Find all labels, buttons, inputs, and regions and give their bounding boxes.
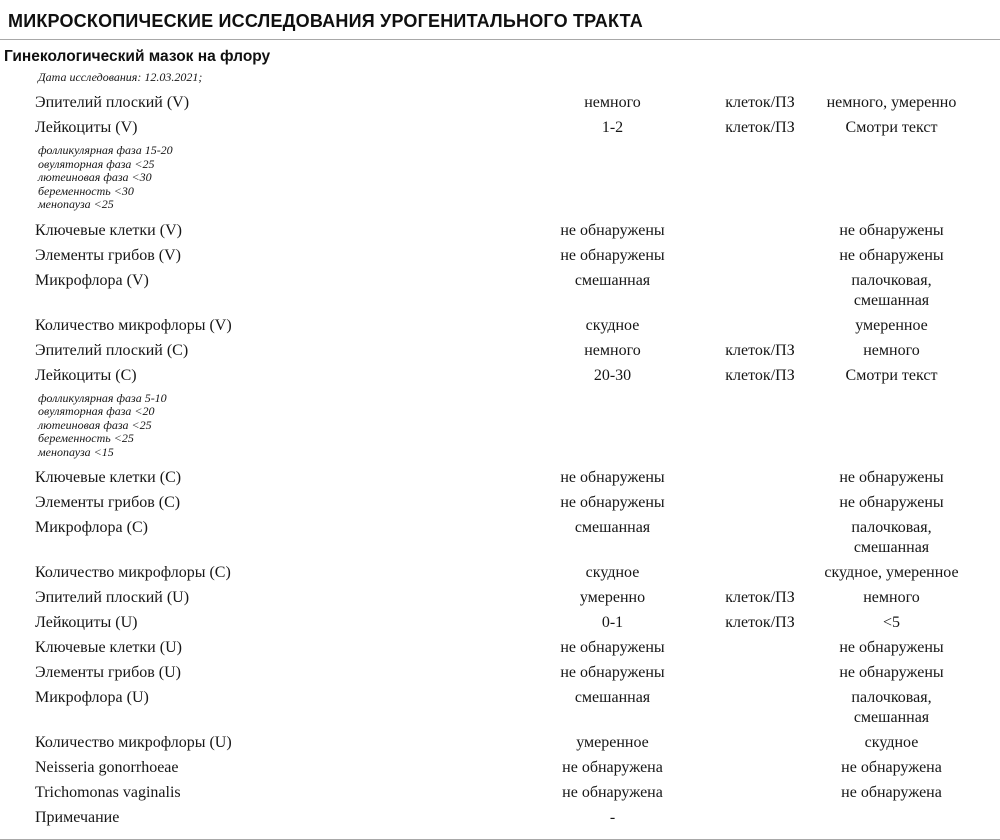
row-reference: не обнаружена — [841, 784, 942, 801]
row-result-value: не обнаружены — [560, 469, 665, 486]
row-reference: скудное, умеренное — [824, 564, 959, 581]
row-units — [725, 271, 795, 311]
row-parameter-name: Количество микрофлоры (V) — [35, 316, 232, 334]
row-result-value: умеренно — [579, 589, 646, 606]
row-reference: немного — [863, 589, 920, 606]
row-units — [725, 688, 795, 728]
row-reference — [795, 808, 1000, 828]
row-parameter-name: Ключевые клетки (V) — [35, 221, 182, 239]
table-row — [0, 686, 1000, 731]
phase-note-line: овуляторная фаза <25 — [38, 156, 155, 171]
row-result-value: не обнаружены — [560, 664, 665, 681]
row-reference: умеренное — [855, 316, 928, 334]
row-parameter-name: Примечание — [35, 809, 120, 826]
table-row — [0, 269, 1000, 314]
row-units: клеток/ПЗ — [725, 94, 795, 111]
phase-note-line: лютеиновая фаза <25 — [38, 417, 152, 432]
table-row — [0, 219, 1000, 244]
table-row — [0, 491, 1000, 516]
row-units — [725, 563, 795, 583]
row-reference: палочковая, смешанная — [851, 519, 932, 556]
row-units — [725, 221, 795, 241]
reference-phase-notes — [0, 141, 1000, 219]
table-row — [0, 561, 1000, 586]
table-row — [0, 731, 1000, 756]
table-row — [0, 364, 1000, 389]
row-parameter-name: Количество микрофлоры (C) — [35, 564, 231, 581]
row-units — [725, 758, 795, 778]
row-reference: Смотри текст — [845, 119, 938, 136]
row-result-value: не обнаружена — [562, 759, 663, 776]
row-parameter-name: Ключевые клетки (U) — [35, 639, 182, 656]
row-parameter-name: Лейкоциты (U) — [35, 614, 138, 631]
row-units: клеток/ПЗ — [725, 614, 795, 631]
table-row — [0, 586, 1000, 611]
row-units — [725, 468, 795, 488]
row-reference: немного — [863, 341, 920, 359]
row-units — [725, 663, 795, 683]
row-units: клеток/ПЗ — [725, 366, 795, 384]
row-units — [725, 783, 795, 803]
row-result-value: не обнаружены — [560, 221, 665, 239]
table-row — [0, 466, 1000, 491]
phase-note-line: менопауза <15 — [38, 444, 114, 459]
row-reference: не обнаружены — [839, 221, 944, 239]
row-units — [725, 733, 795, 753]
row-result-value: 1-2 — [601, 119, 624, 136]
row-reference: не обнаружены — [839, 469, 944, 486]
row-units — [725, 808, 795, 828]
table-row — [0, 91, 1000, 116]
phase-note-line: фолликулярная фаза 5-10 — [38, 390, 167, 405]
row-reference: не обнаружены — [839, 664, 944, 681]
row-result-value: смешанная — [574, 271, 651, 289]
phase-note-line: фолликулярная фаза 15-20 — [38, 143, 173, 157]
row-result-value: не обнаружены — [560, 494, 665, 511]
row-parameter-name: Микрофлора (U) — [35, 689, 149, 706]
table-row — [0, 244, 1000, 269]
row-units: клеток/ПЗ — [725, 341, 795, 359]
table-row — [0, 516, 1000, 561]
row-result-value: не обнаружены — [560, 246, 665, 264]
study-date-note: Дата исследования: 12.03.2021; — [38, 70, 203, 84]
row-result-value: смешанная — [574, 689, 651, 706]
row-reference: Смотри текст — [845, 366, 938, 384]
row-parameter-name: Элементы грибов (C) — [35, 494, 181, 511]
phase-note-line: лютеиновая фаза <30 — [38, 170, 152, 184]
row-result-value: умеренное — [576, 734, 649, 751]
row-parameter-name: Лейкоциты (C) — [35, 366, 137, 384]
row-result-value: - — [609, 809, 616, 826]
page-title: МИКРОСКОПИЧЕСКИЕ ИССЛЕДОВАНИЯ УРОГЕНИТАЛЬНОГО ТРАКТА — [8, 11, 643, 31]
row-parameter-name: Количество микрофлоры (U) — [35, 734, 232, 751]
row-parameter-name: Микрофлора (C) — [35, 519, 148, 536]
table-row — [0, 636, 1000, 661]
row-units: клеток/ПЗ — [725, 119, 795, 136]
reference-phase-notes — [0, 389, 1000, 467]
table-row — [0, 806, 1000, 831]
table-row — [0, 781, 1000, 806]
row-parameter-name: Элементы грибов (V) — [35, 246, 181, 264]
row-result-value: скудное — [585, 316, 640, 334]
row-parameter-name: Neisseria gonorrhoeae — [35, 759, 179, 776]
phase-note-line: беременность <30 — [38, 183, 134, 198]
row-reference: не обнаружена — [841, 759, 942, 776]
row-result-value: не обнаружены — [560, 639, 665, 656]
row-parameter-name: Ключевые клетки (C) — [35, 469, 182, 486]
row-parameter-name: Элементы грибов (U) — [35, 664, 181, 681]
row-result-value: 20-30 — [593, 366, 632, 384]
row-result-value: 0-1 — [601, 614, 624, 631]
table-row — [0, 661, 1000, 686]
row-result-value: смешанная — [574, 519, 651, 536]
row-units — [725, 246, 795, 266]
row-parameter-name: Trichomonas vaginalis — [35, 784, 181, 801]
row-parameter-name: Эпителий плоский (V) — [35, 94, 190, 111]
row-result-value: не обнаружена — [562, 784, 663, 801]
row-result-value: немного — [584, 94, 641, 111]
row-reference: не обнаружены — [839, 494, 944, 511]
section-subtitle: Гинекологический мазок на флору — [4, 48, 271, 65]
row-reference: палочковая, смешанная — [851, 271, 932, 309]
table-row — [0, 756, 1000, 781]
row-units — [725, 493, 795, 513]
table-row — [0, 116, 1000, 141]
row-reference: не обнаружены — [839, 639, 944, 656]
phase-note-line: овуляторная фаза <20 — [38, 404, 155, 418]
row-parameter-name: Лейкоциты (V) — [35, 119, 138, 136]
row-reference: скудное — [864, 734, 919, 751]
row-result-value: скудное — [585, 564, 640, 581]
row-parameter-name: Эпителий плоский (U) — [35, 589, 190, 606]
row-units — [725, 316, 795, 336]
row-reference: немного, умеренно — [826, 94, 957, 111]
results-table-body — [0, 91, 1000, 831]
table-row — [0, 339, 1000, 364]
row-parameter-name: Эпителий плоский (C) — [35, 341, 189, 359]
row-result-value: немного — [584, 341, 641, 359]
row-units — [725, 518, 795, 558]
row-reference: <5 — [882, 614, 901, 631]
table-row — [0, 611, 1000, 636]
phase-note-line: беременность <25 — [38, 431, 134, 445]
row-reference: не обнаружены — [839, 246, 944, 264]
row-units — [725, 638, 795, 658]
phase-note-line: менопауза <25 — [38, 197, 114, 211]
table-row — [0, 314, 1000, 339]
row-reference: палочковая, смешанная — [851, 689, 932, 726]
row-units: клеток/ПЗ — [725, 589, 795, 606]
row-parameter-name: Микрофлора (V) — [35, 271, 149, 289]
